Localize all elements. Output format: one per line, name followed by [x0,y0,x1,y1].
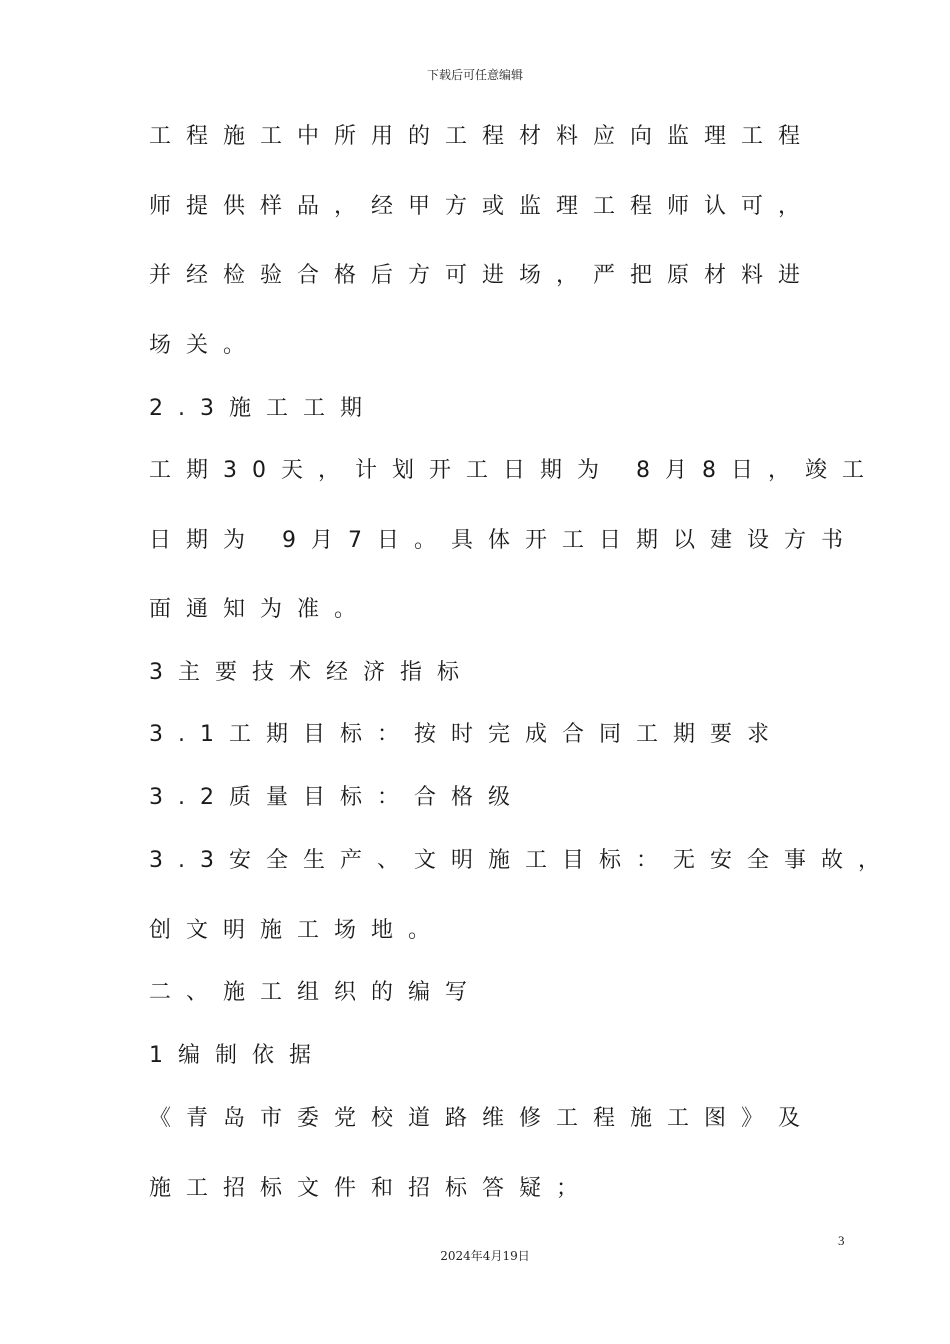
body-text-line: 创文明施工场地。 [149,918,446,943]
body-text-line: 施工招标文件和招标答疑； [149,1176,594,1201]
body-text-line: 3.1工期目标：按时完成合同工期要求 [149,722,784,747]
body-text-line: 工程施工中所用的工程材料应向监理工程 [149,124,816,149]
body-text-line: 师提供样品，经甲方或监理工程师认可， [149,194,816,219]
body-text-line: 日期为 9月7日。具体开工日期以建设方书 [149,528,858,553]
section-heading: 2.3施工工期 [149,396,377,421]
page-header: 下载后可任意编辑 [426,68,523,82]
section-heading: 二、施工组织的编写 [149,980,483,1005]
body-text-line: 3.2质量目标：合格级 [149,785,525,810]
page-number: 3 [838,1233,845,1248]
body-text-line: 并经检验合格后方可进场，严把原材料进 [149,263,816,288]
body-text-line: 《青岛市委党校道路维修工程施工图》及 [149,1106,816,1131]
body-text-line: 工期30天，计划开工日期为 8月8日，竣工 [149,458,879,483]
section-heading: 1编制依据 [149,1043,326,1068]
body-text-line: 面通知为准。 [149,597,372,622]
body-text-line: 场关。 [149,333,261,358]
body-text-line: 3.3安全生产、文明施工目标：无安全事故， [149,848,895,873]
section-heading: 3主要技术经济指标 [149,660,474,685]
footer-date: 2024年4月19日 [440,1249,530,1263]
